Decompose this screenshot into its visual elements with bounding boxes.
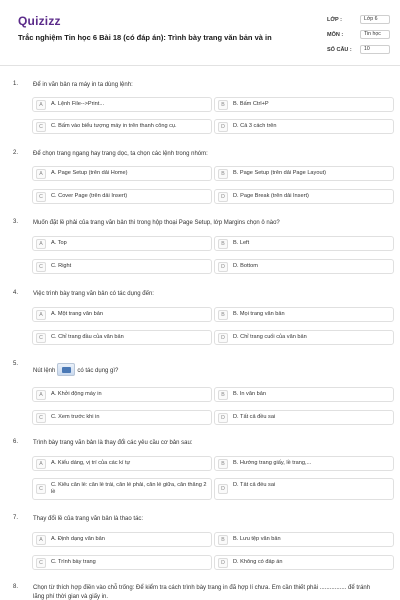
option-letter: B: [218, 390, 228, 400]
option-letter: D: [218, 192, 228, 202]
option-text: A. Khởi động máy in: [51, 391, 102, 397]
option-letter: A: [36, 310, 46, 320]
option-text: D. Không có đáp án: [233, 559, 283, 565]
option-4c[interactable]: [32, 330, 212, 345]
option-text: B. Bấm Ctrl+P: [233, 101, 269, 107]
quizizz-logo: Quizizz: [18, 14, 61, 28]
option-7d[interactable]: [214, 555, 394, 570]
question-number: 4.: [13, 290, 19, 296]
option-letter: B: [218, 100, 228, 110]
option-letter: A: [36, 100, 46, 110]
option-text: D. Bottom: [233, 263, 258, 269]
option-4d[interactable]: [214, 330, 394, 345]
page-title: Trắc nghiệm Tin học 6 Bài 18 (có đáp án): Trình bày trang văn bản và in: [18, 33, 272, 42]
option-3a[interactable]: [32, 236, 212, 251]
option-2a[interactable]: [32, 166, 212, 181]
option-text: C. Xem trước khi in: [51, 414, 100, 420]
question-text: Thay đổi lề của trang văn bản là thao tác:: [33, 516, 144, 522]
print-preview-icon: [57, 363, 75, 376]
option-text: D. Chỉ trang cuối của văn bản: [233, 334, 307, 340]
option-text: B. In văn bản: [233, 391, 266, 397]
option-3d[interactable]: [214, 259, 394, 274]
option-5a[interactable]: [32, 387, 212, 402]
option-6a[interactable]: [32, 456, 212, 471]
question-number: 2.: [13, 150, 19, 156]
option-letter: C: [36, 333, 46, 343]
meta-subject-label: MÔN :: [327, 32, 344, 38]
option-7b[interactable]: [214, 532, 394, 547]
option-letter: A: [36, 535, 46, 545]
option-6b[interactable]: [214, 456, 394, 471]
option-text: C. Kiểu căn lề: căn lề trái, căn lề phải, căn lề giữa, căn thẳng 2 lề: [51, 482, 207, 495]
question-text: Để in văn bản ra máy in ta dùng lệnh:: [33, 82, 133, 88]
option-6c[interactable]: [32, 478, 212, 500]
option-letter: D: [218, 484, 228, 494]
option-text: D. Cả 3 cách trên: [233, 123, 277, 129]
question-text: Để chọn trang ngang hay trang dọc, ta chọn các lệnh trong nhóm:: [33, 151, 208, 157]
option-text: C. Trình bày trang: [51, 559, 96, 565]
option-letter: C: [36, 192, 46, 202]
question-number: 7.: [13, 515, 19, 521]
option-3c[interactable]: [32, 259, 212, 274]
option-letter: C: [36, 558, 46, 568]
option-text: C. Cover Page (trên dải Insert): [51, 193, 128, 199]
option-letter: B: [218, 310, 228, 320]
option-letter: B: [218, 169, 228, 179]
question-number: 3.: [13, 219, 19, 225]
option-letter: D: [218, 413, 228, 423]
worksheet-header: [0, 0, 400, 66]
option-4b[interactable]: [214, 307, 394, 322]
option-letter: A: [36, 459, 46, 469]
option-2d[interactable]: [214, 189, 394, 204]
option-text: C. Bấm vào biểu tượng máy in trên thanh công cụ.: [51, 123, 177, 129]
option-letter: C: [36, 484, 46, 494]
meta-class-value: Lớp 6: [360, 15, 390, 24]
meta-subject-value: Tin học: [360, 30, 390, 39]
option-text: B. Hướng trang giấy, lề trang,...: [233, 460, 312, 466]
option-4a[interactable]: [32, 307, 212, 322]
option-text: A. Page Setup (trên dải Home): [51, 170, 128, 176]
option-text: A. Kiểu dáng, vị trí của các kí tự: [51, 460, 131, 466]
option-text: B. Mọi trang văn bản: [233, 311, 285, 317]
option-text: D. Page Break (trên dải Insert): [233, 193, 309, 199]
option-text: C. Chỉ trang đầu của văn bản: [51, 334, 124, 340]
option-letter: D: [218, 262, 228, 272]
option-text: A. Một trang văn bản: [51, 311, 103, 317]
option-text: B. Lưu tệp văn bản: [233, 536, 281, 542]
option-letter: B: [218, 535, 228, 545]
option-text: D. Tất cả đều sai: [233, 482, 276, 488]
question-text: Trình bày trang văn bản là thay đổi các yêu cầu cơ bản sau:: [33, 440, 193, 446]
question-number: 1.: [13, 81, 19, 87]
question-number: 6.: [13, 439, 19, 445]
option-letter: C: [36, 262, 46, 272]
option-letter: A: [36, 390, 46, 400]
question-text: Muốn đặt lề phải của trang văn bản thì trong hộp thoại Page Setup, lớp Margins chọn ô nào?: [33, 220, 280, 226]
option-7a[interactable]: [32, 532, 212, 547]
option-letter: B: [218, 459, 228, 469]
option-text: B. Page Setup (trên dải Page Layout): [233, 170, 326, 176]
option-letter: C: [36, 122, 46, 132]
option-1b[interactable]: [214, 97, 394, 112]
option-text: A. Top: [51, 240, 67, 246]
option-1d[interactable]: [214, 119, 394, 134]
option-text: A. Lệnh File-->Print...: [51, 101, 105, 107]
option-3b[interactable]: [214, 236, 394, 251]
option-letter: D: [218, 122, 228, 132]
option-5d[interactable]: [214, 410, 394, 425]
option-letter: A: [36, 239, 46, 249]
question-text: Chọn từ thích hợp điền vào chỗ trống: Để kiểm tra cách trình bày trang in đã hợp lí chưa. Em cần thiết phải ................ để tránh lãng phí thời gian và giấy in.: [33, 585, 371, 600]
option-7c[interactable]: [32, 555, 212, 570]
question-text: [33, 364, 383, 377]
option-1a[interactable]: [32, 97, 212, 112]
question-number: 5.: [13, 361, 19, 367]
option-5b[interactable]: [214, 387, 394, 402]
option-letter: D: [218, 558, 228, 568]
option-2c[interactable]: [32, 189, 212, 204]
option-6d[interactable]: [214, 478, 394, 500]
option-text: A. Định dạng văn bản: [51, 536, 105, 542]
option-letter: B: [218, 239, 228, 249]
question-text-after: có tác dụng gì?: [77, 368, 119, 375]
question-number: 8.: [13, 584, 19, 590]
option-text: D. Tất cả đều sai: [233, 414, 276, 420]
meta-class-label: LỚP :: [327, 17, 342, 23]
meta-count-label: SỐ CÂU :: [327, 47, 352, 53]
question-text: Việc trình bày trang văn bản có tác dụng đến:: [33, 291, 154, 297]
option-text: C. Right: [51, 263, 72, 269]
option-letter: A: [36, 169, 46, 179]
option-5c[interactable]: [32, 410, 212, 425]
meta-count-value: 10: [360, 45, 390, 54]
option-letter: D: [218, 333, 228, 343]
option-text: B. Left: [233, 240, 250, 246]
option-letter: C: [36, 413, 46, 423]
question-text-before: Nút lệnh: [33, 368, 56, 375]
option-2b[interactable]: [214, 166, 394, 181]
option-1c[interactable]: [32, 119, 212, 134]
